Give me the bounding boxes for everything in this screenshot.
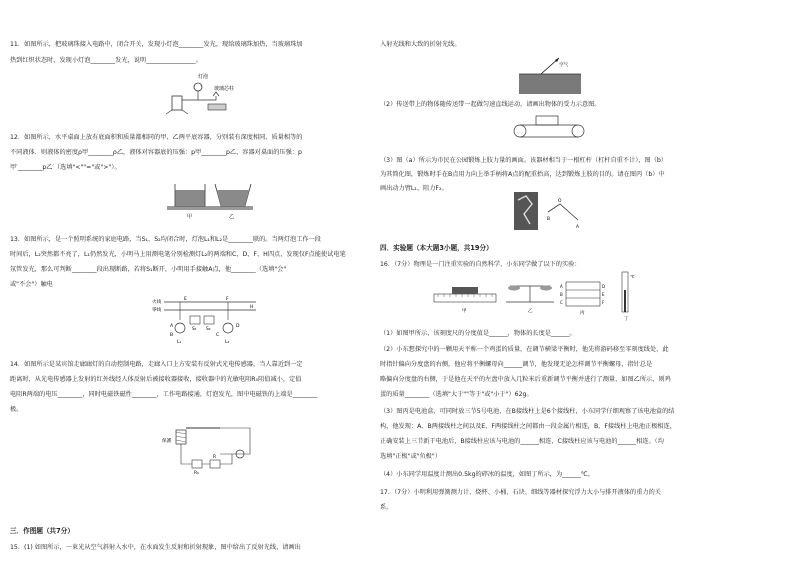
switch-s2-icon bbox=[204, 316, 214, 324]
liquid-b bbox=[217, 190, 250, 206]
figure-electromagnet-circuit bbox=[162, 420, 254, 476]
svg-text:A: A bbox=[560, 284, 563, 289]
svg-text:S₁: S₁ bbox=[192, 327, 197, 332]
svg-text:R: R bbox=[213, 455, 217, 460]
q13-line2: 时间后，L₂突然都不亮了，L₁仍然发光，小明马上用测电笔分别检测灯L₂的两端和C、D、F、H四点，发现仅F点能使试电笔 bbox=[10, 251, 346, 258]
q15-3-line2: 为其简化图，锻炼时手在B点用力向上举手柄将A点的配重抬高，达到锻炼上肢的目的。请在图丙（b）中 bbox=[380, 171, 665, 178]
switch-s1-icon bbox=[190, 316, 200, 324]
fig11-lamp-label: 灯泡 bbox=[198, 74, 209, 80]
svg-text:D: D bbox=[236, 324, 240, 329]
svg-text:乙: 乙 bbox=[528, 309, 533, 314]
q16-intro: 16．（7分）物理是一门注重实验的自然科学，小东同学做了以下的实验： bbox=[380, 261, 581, 268]
section-3-heading: 三．作图题（共7分） bbox=[10, 527, 74, 535]
lever-bar bbox=[548, 204, 578, 220]
svg-text:H: H bbox=[250, 305, 254, 310]
svg-text:A: A bbox=[170, 324, 174, 329]
svg-text:丙: 丙 bbox=[580, 311, 585, 316]
q16-2-line4: 蛋的质量________（选填"大于""等于"或"小于"）62g。 bbox=[380, 391, 533, 398]
svg-text:甲: 甲 bbox=[462, 309, 467, 314]
svg-text:B: B bbox=[560, 292, 563, 297]
label-jia: 甲 bbox=[187, 214, 193, 220]
resistor-r0-icon bbox=[192, 460, 202, 468]
q14-line4: 极。 bbox=[10, 406, 23, 413]
q16-4: （4）小东同学用温度计测出0.5kg的碎冰的温度，如图丁所示，为______℃。 bbox=[380, 471, 594, 478]
q14-line3: 电阻R两端的电压________，同时电磁铁磁性________，工作电路接通，灯泡发光，图中电磁铁的上端是________ bbox=[10, 391, 318, 398]
fig11-bead-label: 玻璃芯柱 bbox=[214, 86, 235, 92]
battery-box bbox=[566, 282, 600, 306]
q11-line2: 热到红炽状态时，发现小灯泡________发光，说明________________。 bbox=[10, 57, 202, 64]
svg-text:丁: 丁 bbox=[624, 317, 629, 322]
q14-line1: 14．如图所示是某宾馆走廊廊灯的自动控制电路，走廊入口上方安装有反射式光电传感器，当人靠近到一定 bbox=[10, 361, 303, 368]
q11-line1: 11．如图所示，把玻璃珠接入电路中，闭合开关，发现小灯泡________发光，现给玻璃珠加热，当玻璃珠加 bbox=[10, 41, 303, 48]
svg-text:F: F bbox=[226, 297, 229, 302]
q15-3-line1: （3）图（a）所示为市民在公园锻炼上肢力量的画面。该器材相当于一根杠杆（杠杆自重不计），图（b） bbox=[380, 157, 667, 164]
battery-icon bbox=[172, 96, 182, 110]
figure-experiments bbox=[432, 270, 642, 322]
water-body bbox=[519, 74, 581, 94]
svg-text:D: D bbox=[602, 284, 606, 289]
resistor-r-icon bbox=[210, 460, 220, 468]
q17-line1: 17．（7分）小明利用弹簧测力计、烧杯、小桶、石块、细线等器材探究浮力大小与排开液体的重力的关 bbox=[380, 489, 661, 496]
q16-2-line1: （2）小东想探究中的一颗用天平称一个鸡蛋的质量，在调节横梁平衡时，他先将游码移至零刻度线处，此 bbox=[380, 346, 669, 353]
q16-1: （1）如图甲所示，该刻度尺的分度值是______，物体的长度是______。 bbox=[380, 330, 576, 337]
svg-text:E: E bbox=[184, 297, 187, 302]
fire-line-label: 火线 bbox=[152, 300, 162, 305]
fig14-sensor-label: 保護 bbox=[162, 439, 172, 444]
q13-line4: 或"不会"）触电 bbox=[10, 281, 53, 288]
figure-conveyor-belt bbox=[508, 114, 592, 140]
q16-3-line1: （3）图丙是电池盒，可同时放三节5号电池，在B接线柱上是6个接线柱，小东同学仔细观察了该电池盒的结 bbox=[380, 408, 675, 415]
q15-line1: 15．(1) 如图所示，一束光从空气斜射入水中，在水面发生反射和折射现象，图中给出了反射光线，请画出 bbox=[10, 544, 301, 551]
ruler bbox=[434, 294, 496, 302]
lamp-l1-icon bbox=[175, 323, 185, 333]
svg-text:L₂: L₂ bbox=[225, 340, 230, 345]
q12-line1: 12．如图所示，水平桌面上放有底面积和质量都相同的甲、乙两平底容器，分别装有深度相同、质量相等的 bbox=[10, 134, 303, 141]
q12-line3: 甲′________p乙′（选填"<""="或">"）。 bbox=[10, 164, 121, 171]
figure-household-circuit bbox=[150, 294, 260, 346]
lamp-l2-icon bbox=[223, 323, 233, 333]
q15-2: （2）传送带上的物体随传送带一起做匀速直线运动，请画出物体的受力示意图。 bbox=[380, 101, 601, 108]
air-label: 空气 bbox=[559, 63, 569, 68]
liquid-a bbox=[176, 190, 205, 206]
q15-line2: 入射光线和大致的折射光线。 bbox=[380, 41, 461, 48]
svg-text:E: E bbox=[602, 292, 605, 297]
q16-2-line2: 时指针偏向分度盘的右侧，他应将平衡螺母向______调节，他发现无论怎样调节平衡螺母，指针总是 bbox=[380, 361, 653, 368]
right-column bbox=[380, 0, 750, 562]
lamp-icon bbox=[194, 83, 202, 91]
q17-line2: 系。 bbox=[380, 504, 393, 511]
svg-text:L₁: L₁ bbox=[177, 340, 182, 345]
figure-water-reflection bbox=[515, 56, 585, 96]
zero-line-label: 零线 bbox=[152, 308, 162, 313]
roller-left-icon bbox=[514, 125, 526, 137]
figure-containers bbox=[165, 178, 255, 220]
q16-2-line3: 略偏向分度盘的右侧，于是他在天平的左盘中放入几粒米后重新调节平衡并进行了测量，如图乙所示，则鸡 bbox=[380, 376, 671, 383]
svg-text:C: C bbox=[560, 300, 563, 305]
q12-line2: 不同液体．则液体的密度ρ甲________ρ乙，液体对容器底的压强：p甲________p乙，容器对桌面的压强：p bbox=[10, 149, 302, 156]
measured-object bbox=[452, 287, 478, 294]
section-4-heading: 四．实验题（本大题3小题，共19分） bbox=[380, 244, 493, 252]
q16-3-line2: 构，他发现：A、B两接线柱之间以及E、F两接线柱之间都由一段金属片相连，B、F接线柱上电池正极相连， bbox=[380, 423, 676, 430]
svg-text:B: B bbox=[170, 333, 174, 338]
q13-line3: 氖管发光，那么可判断________段出现断路，若将S₁断开，小明用手接触A点，他________（选填"会" bbox=[10, 266, 287, 273]
q15-3-line3: 画出动力臂L₁、阻力F₂。 bbox=[380, 185, 448, 192]
left-column bbox=[10, 0, 380, 562]
svg-text:S₂: S₂ bbox=[206, 327, 211, 332]
svg-text:F: F bbox=[602, 300, 605, 305]
label-yi: 乙 bbox=[229, 214, 235, 220]
q16-3-line4: 选填"正极"或"负极"） bbox=[380, 453, 441, 460]
svg-text:A: A bbox=[576, 225, 580, 230]
table-surface bbox=[167, 206, 253, 210]
roller-right-icon bbox=[572, 125, 584, 137]
figure-lever bbox=[512, 190, 584, 234]
svg-text:C: C bbox=[216, 333, 220, 338]
svg-text:O: O bbox=[558, 199, 562, 204]
box-object bbox=[536, 116, 558, 125]
svg-text:R₀: R₀ bbox=[194, 471, 199, 476]
q14-line2: 距离时，从光电传感器上发射的红外线经人体反射后被接收器接收，接收器中的光敏电阻R₀阻值减小，定值 bbox=[10, 376, 302, 383]
svg-text:℃: ℃ bbox=[630, 274, 635, 279]
flame-icon bbox=[213, 92, 219, 96]
q13-line1: 13．如图所示，是一个照明系统的家庭电路，当S₁、S₂均闭合时，灯泡L₁和L₂是________联的。当两灯泡工作一段 bbox=[10, 236, 321, 243]
q16-3-line3: 正确安装上三节新干电池后，B接线柱应该与电池的______相连，C接线柱应该与电池的______相连。（均 bbox=[380, 438, 664, 445]
burner-icon bbox=[208, 104, 226, 110]
figure-lamp-circuit bbox=[158, 70, 248, 116]
svg-text:B: B bbox=[547, 217, 551, 222]
